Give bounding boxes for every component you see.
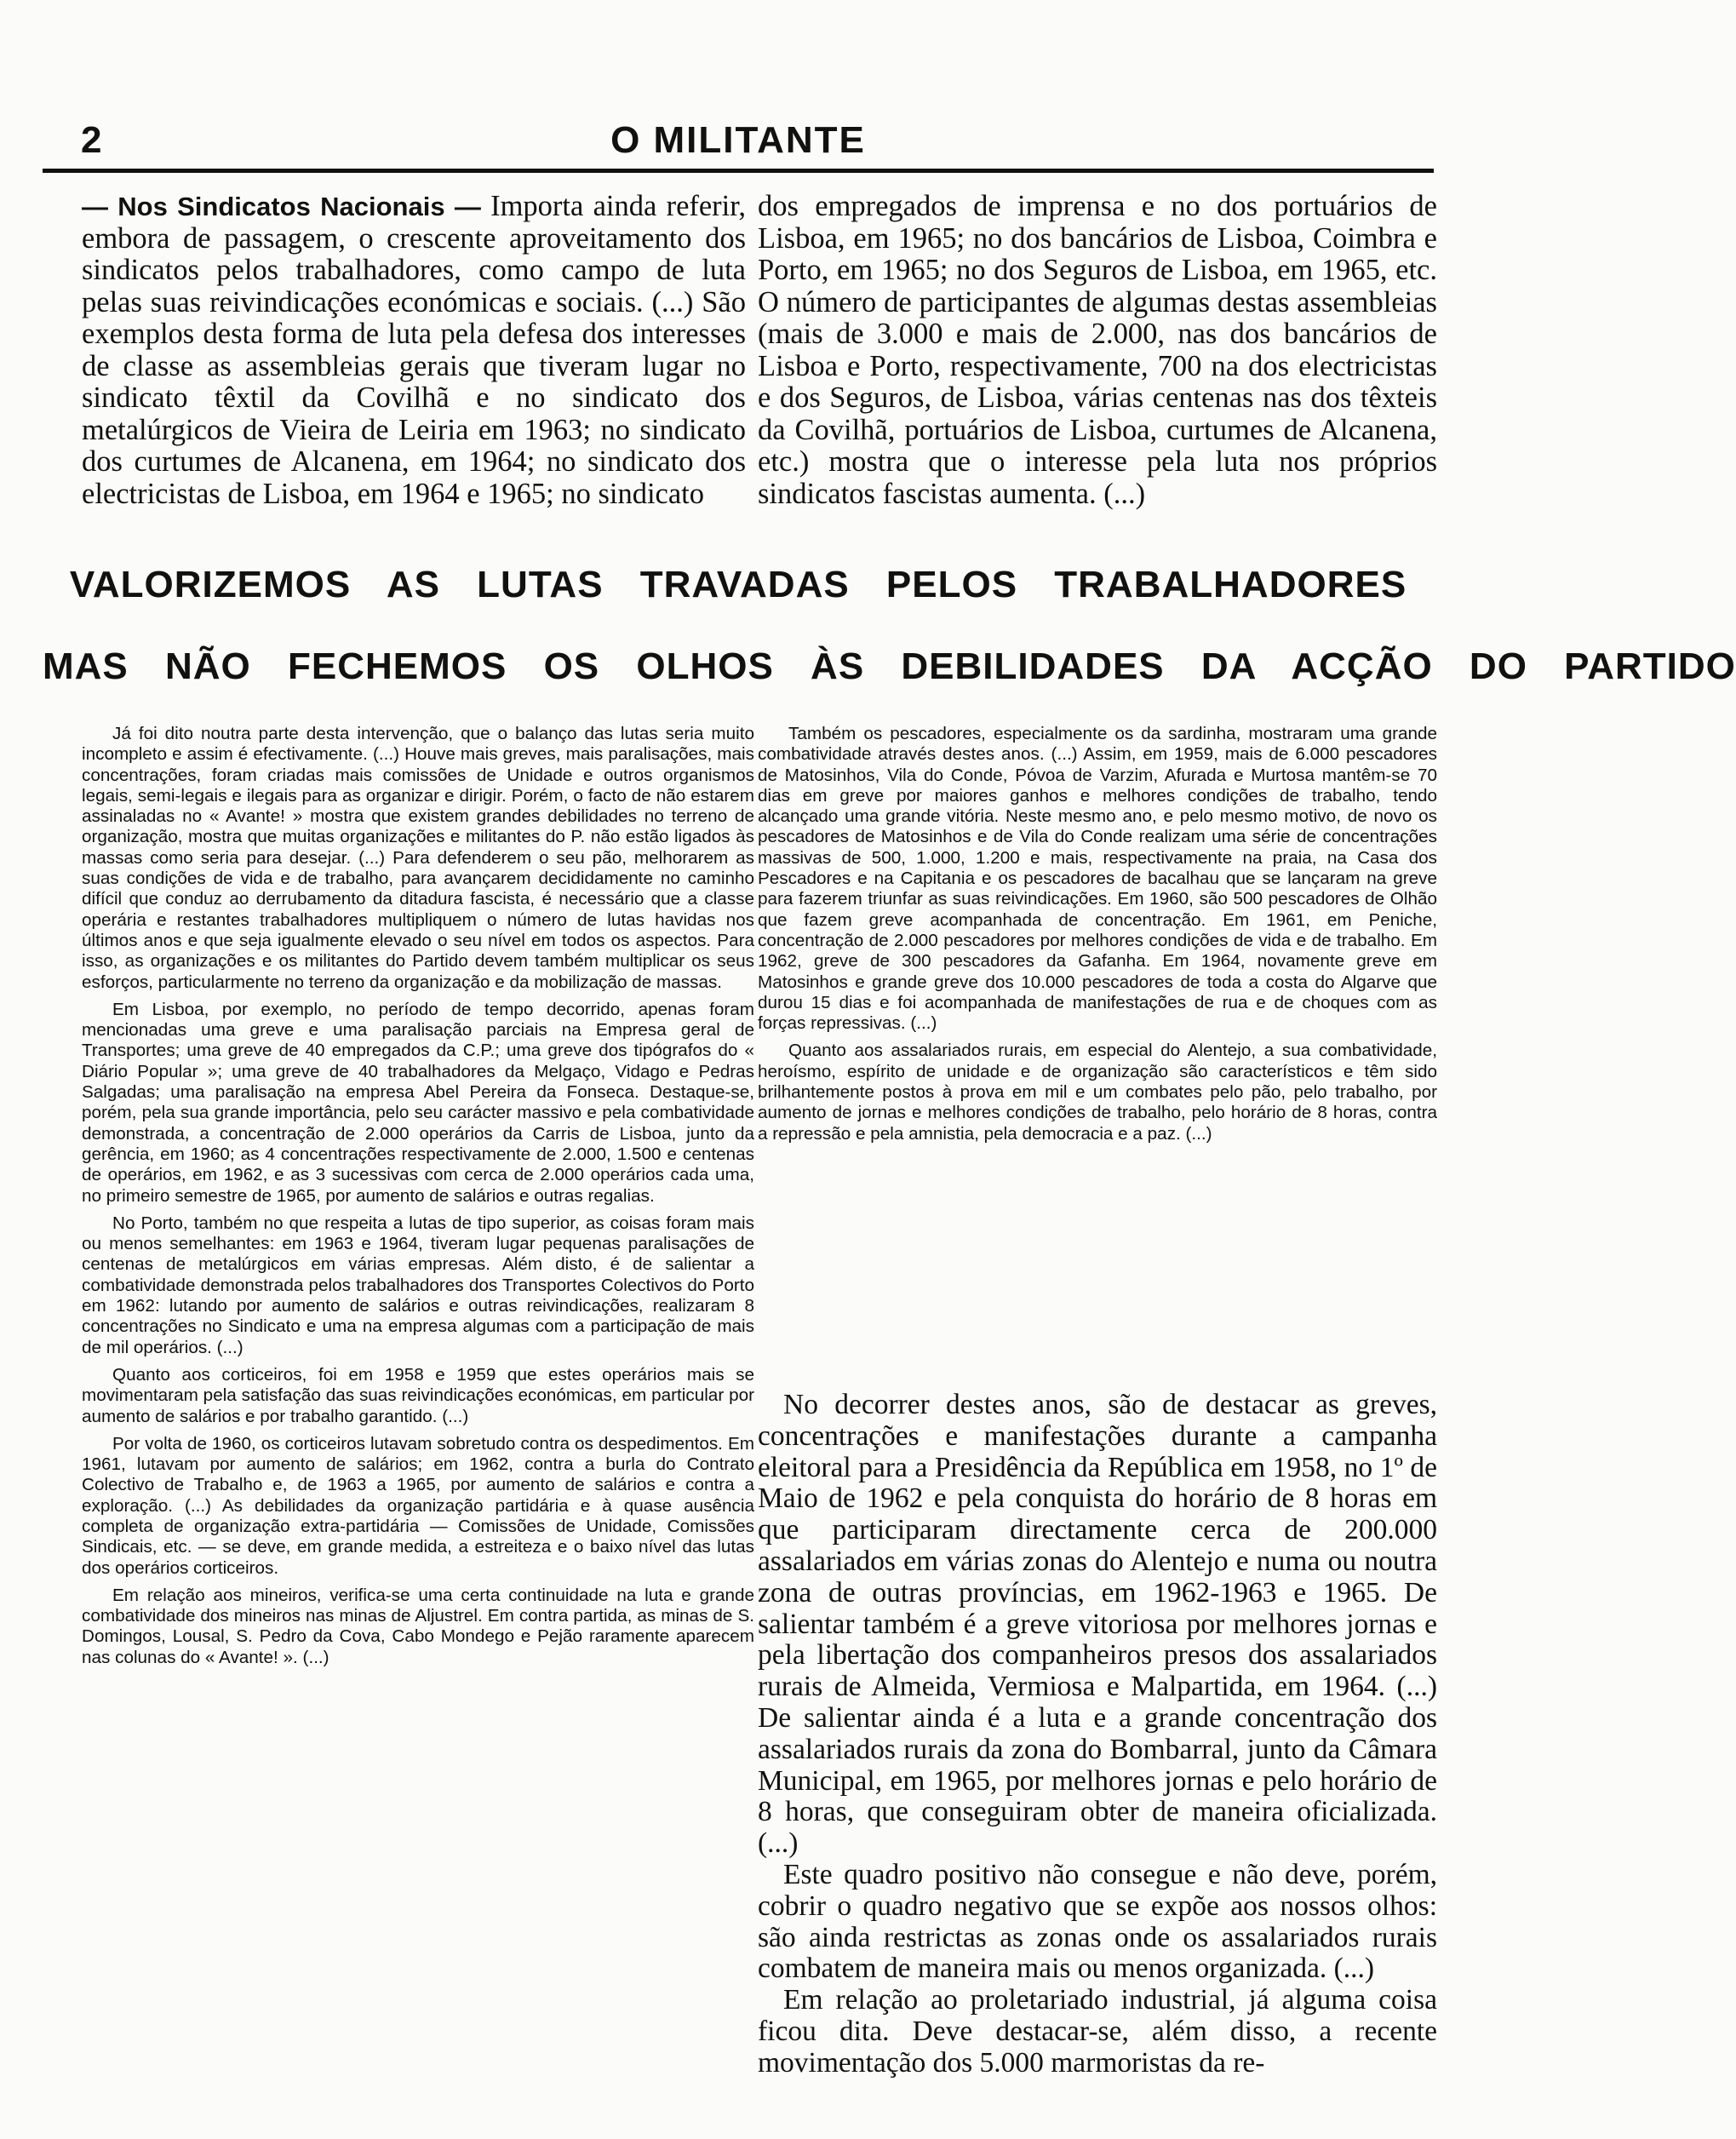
paragraph-pescadores: Também os pescadores, especialmente os da sardinha, mostraram uma grande combatividade através destes anos. (...) Assim, em 1959, mais de 6.000 pescadores de Matosinhos, Vila do Conde, Póvoa de Varzim, Afurada e Murtosa mantêm-se 70 dias em greve por maiores ganhos e melhores condições de trabalho, tendo alcançado uma grande vitória. Neste mesmo ano, e pelo mesmo motivo, de novo os pescadores de Matosinhos e de Vila do Conde realizam uma série de concentrações massivas de 500, 1.000, 1.200 e mais, respectivamente na praia, na Casa dos Pescadores e na Capitania e os pescadores de bacalhau que se lançaram na greve para fazerem triunfar as suas reivindicações. Em 1960, são 500 pescadores de Olhão que fazem greve acompanhada de concentração. Em 1961, em Peniche, concentração de 2.000 pescadores por melhores condições de vida e de trabalho. Em 1962, greve de 300 pescadores da Gafanha. Em 1964, novamente greve em Matosinhos e grande greve dos 10.000 pescadores de toda a costa do Algarve que durou 15 dias e foi acompanhada de manifestações de rua e de choques com as forças repressivas. (...) (758, 724, 1437, 1034)
headline-line-2: MAS NÃO FECHEMOS OS OLHOS ÀS DEBILIDADES DA ACÇÃO DO PARTIDO (43, 645, 1736, 687)
intro-right-text: dos empregados de imprensa e no dos portuários de Lisboa, em 1965; no dos bancários de Lisboa, Coimbra e Porto, em 1965; no dos Seguros de Lisboa, em 1965, etc. O número de participantes de algumas destas assembleias (mais de 3.000 e mais de 2.000, nas dos bancários de Lisboa e Porto, respectivamente, 700 na dos electricistas e dos Seguros, de Lisboa, várias centenas nas dos têxteis da Covilhã, portuários de Lisboa, curtumes de Alcanena, etc.) mostra que o interesse pela luta nos próprios sindicatos fascistas aumenta. (...) (758, 190, 1437, 510)
paragraph-corticeiros-1960: Por volta de 1960, os corticeiros lutavam sobretudo contra os despedimentos. Em 1961, lutavam por aumento de salários; em 1962, contra a burla do Contrato Colectivo de Trabalho e, de 1963 a 1965, por aumento de salários e contra a exploração. (...) As debilidades da organização partidária e à quase ausência completa de organização extra-partidária — Comissões de Unidade, Comissões Sindicais, etc. — se deve, em grande medida, a estreiteza e o baixo nível das lutas dos operários corticeiros. (82, 1433, 754, 1578)
section-lead: — Nos Sindicatos Nacionais — (82, 192, 481, 221)
publication-title: O MILITANTE (610, 119, 866, 161)
paragraph-campanha-eleitoral: No decorrer destes anos, são de destacar as greves, concentrações e manifestações durante a campanha eleitoral para a Presidência da República em 1958, no 1º de Maio de 1962 e pela conquista do horário de 8 horas em que participaram directamente cerca de 200.000 assalariados em várias zonas do Alentejo e numa ou noutra zona de outras províncias, em 1962-1963 e 1965. De salientar também é a greve vitoriosa por melhores jornas e pela libertação dos companheiros presos dos assalariados rurais de Almeida, Vermiosa e Malpartida, em 1964. (...) De salientar ainda é a luta e a grande concentração dos assalariados rurais da zona do Bombarral, junto da Câmara Municipal, em 1965, por melhores jornas e pelo horário de 8 horas, que conseguiram obter de maneira oficializada. (...) (758, 1389, 1437, 1860)
page-header (43, 119, 1434, 172)
paragraph-proletariado: Em relação ao proletariado industrial, já alguma coisa ficou dita. Deve destacar-se, além disso, a recente movimentação dos 5.000 marmoristas da re- (758, 1984, 1437, 2079)
paragraph-corticeiros: Quanto aos corticeiros, foi em 1958 e 1959 que estes operários mais se movimentaram pela satisfação das suas reivindicações económicas, em particular por aumento de salários e por trabalho garantido. (...) (82, 1364, 754, 1426)
page-number: 2 (81, 119, 102, 161)
header-rule (43, 169, 1434, 173)
paragraph-lisboa: Em Lisboa, por exemplo, no período de tempo decorrido, apenas foram mencionadas uma greve e uma paralisação parciais na Empresa geral de Transportes; uma greve de 40 empregados da C.P.; uma greve dos tipógrafos do « Diário Popular »; uma greve de 40 trabalhadores da Melgaço, Vidago e Pedras Salgadas; uma paralisação na empresa Abel Pereira da Fonseca. Destaque-se, porém, pela sua grande importância, pelo seu carácter massivo e pela combatividade demonstrada, a concentração de 2.000 operários da Carris de Lisboa, junto da gerência, em 1960; as 4 concentrações respectivamente de 2.000, 1.500 e centenas de operários, em 1962, e as 3 sucessivas com cerca de 2.000 operários cada uma, no primeiro semestre de 1965, por aumento de salários e outras regalias. (82, 999, 754, 1206)
paragraph-mineiros: Em relação aos mineiros, verifica-se uma certa continuidade na luta e grande combatividade dos mineiros nas minas de Aljustrel. Em contra partida, as minas de S. Domingos, Lousal, S. Pedro da Cova, Cabo Mondego e Pejão raramente aparecem nas colunas do « Avante! ». (...) (82, 1585, 754, 1667)
intro-right-column (758, 191, 1437, 531)
left-body-column (82, 724, 754, 1675)
paragraph-assalariados-rurais: Quanto aos assalariados rurais, em especial do Alentejo, a sua combatividade, heroísmo, espírito de unidade e de organização são característicos e têm sido brilhantemente postos à prova em mil e um combates pelo pão, pelo trabalho, por aumento de jornas e melhores condições de trabalho, pelo horário de 8 horas, contra a repressão e pela amnistia, pela democracia e a paz. (...) (758, 1041, 1437, 1144)
intro-left-text: Importa ainda referir, embora de passagem, o crescente aproveitamento dos sindicatos pelos trabalhadores, como campo de luta pelas suas reivindicações económicas e sociais. (...) São exemplos desta forma de luta pela defesa dos interesses de classe as assembleias gerais que tiveram lugar no sindicato têxtil da Covilhã e no sindicato dos metalúrgicos de Vieira de Leiria em 1963; no sindicato dos curtumes de Alcanena, em 1964; no sindicato dos electricistas de Lisboa, em 1964 e 1965; no sindicato (82, 190, 746, 510)
paragraph-quadro-negativo: Este quadro positivo não consegue e não deve, porém, cobrir o quadro negativo que se expõe aos nossos olhos: são ainda restrictas as zonas onde os assalariados rurais combatem de maneira mais ou menos organizada. (...) (758, 1858, 1437, 1985)
paragraph-balanco: Já foi dito noutra parte desta intervenção, que o balanço das lutas seria muito incompleto e assim é efectivamente. (...) Houve mais greves, mais paralisações, mais concentrações, foram criadas mais comissões de Unidade e outros organismos legais, semi-legais e ilegais para as organizar e dirigir. Porém, o facto de não estarem assinaladas no « Avante! » mostra que existem grandes debilidades no terreno de organização, mostra que muitas organizações e militantes do P. não estão ligados às massas como seria para desejar. (...) Para defenderem o seu pão, melhorarem as suas condições de vida e de trabalho, para avançarem decididamente no caminho difícil que conduz ao derrubamento da ditadura fascista, é necessário que a classe operária e restantes trabalhadores multipliquem o número de lutas havidas nos últimos anos e que seja igualmente elevado o seu nível em todos os aspectos. Para isso, as organizações e os militantes do Partido devem também multiplicar os seus esforços, particularmente no terreno da organização e da mobilização de massas. (82, 724, 754, 992)
paragraph-porto: No Porto, também no que respeita a lutas de tipo superior, as coisas foram mais ou menos semelhantes: em 1963 e 1964, tiveram lugar pequenas paralisações de centenas de metalúrgicos em várias empresas. Além disto, é de salientar a combatividade demonstrada pelos trabalhadores dos Transportes Colectivos do Porto em 1962: lutando por aumento de salários e outras reivindicações, realizaram 8 concentrações no Sindicato e uma na empresa algumas com a participação de mais de mil operários. (...) (82, 1213, 754, 1357)
right-small-column (758, 724, 1437, 1151)
intro-left-column (82, 191, 746, 531)
right-large-column (758, 1390, 1437, 2079)
headline-line-1: VALORIZEMOS AS LUTAS TRAVADAS PELOS TRABALHADORES (69, 564, 1407, 605)
